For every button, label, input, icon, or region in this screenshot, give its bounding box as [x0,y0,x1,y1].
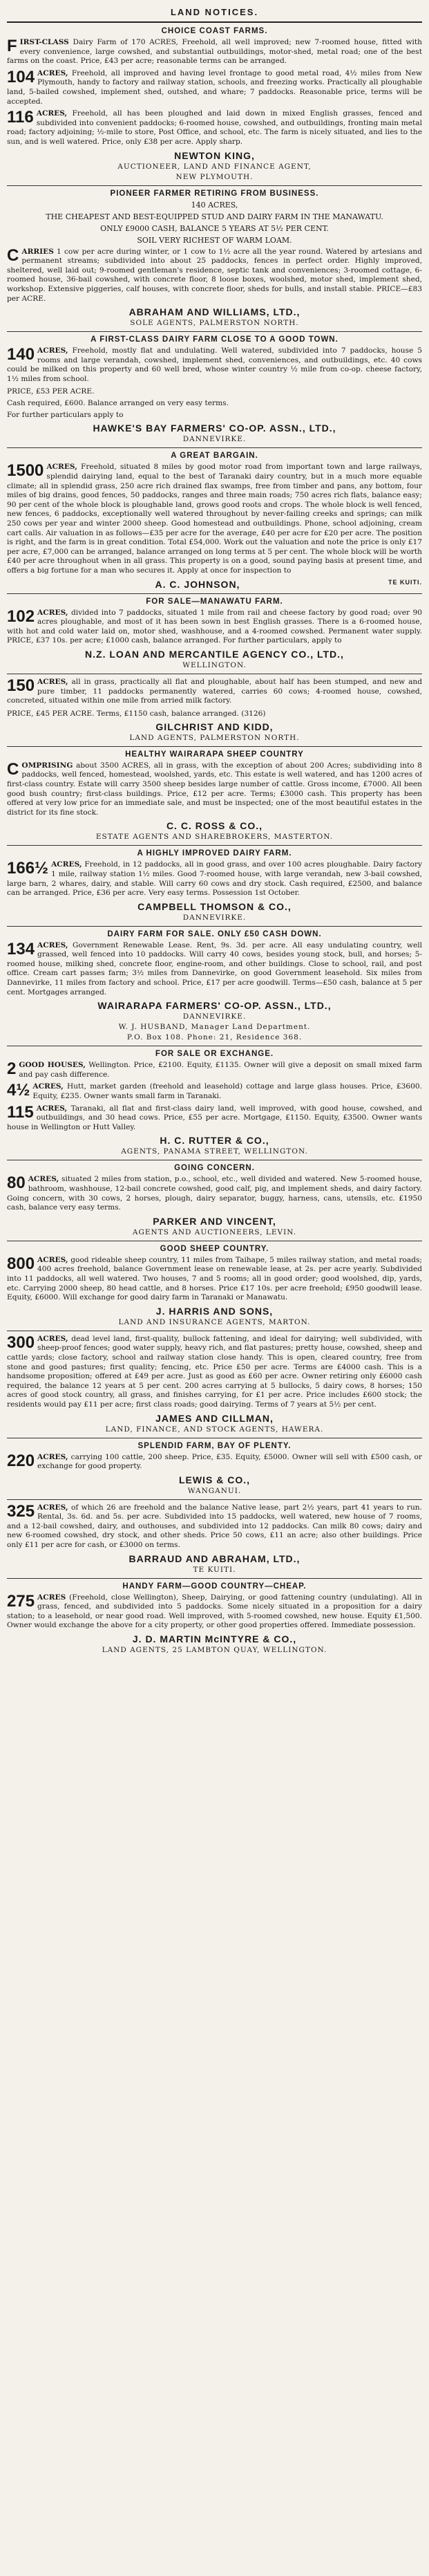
listing-text: good rideable sheep country, 11 miles from Taihape, 5 miles railway station, and metal roads; 400 acres freehold, balance Government lease on renewable lease, at 2s. per acre yearly. Subdivided into 11 paddocks, all well watered. Two houses, 7 and 5 rooms; all in good order; good woolshed, dip, yards, etc. Carrying 2000 sheep, 80 head cattle, and 8 horses. Price £17 10s. per acre freehold; £950 goodwill lease. Equity, £6000. Will exchange for good dairy farm in Taranaki or Manawatu. [7,1255,422,1302]
agent-name [7,901,422,912]
agent-detail: DANNEVIRKE. [182,435,247,444]
agent-name-text: HAWKE'S BAY FARMERS' CO-OP. ASSN., LTD., [93,423,336,434]
listing-number: C [7,245,19,265]
agent-location: TE KUITI. [388,578,422,586]
agent-name [7,1413,422,1424]
agent-name-text: BARRAUD AND ABRAHAM, LTD., [128,1553,301,1564]
listing-lead: OMPRISING [21,761,73,770]
advertisement [7,1503,422,1575]
agent-name-text: C. C. ROSS & CO., [166,820,263,832]
agent-name-text: PARKER AND VINCENT, [153,1215,276,1227]
listing-lead: ARRIES [21,247,54,256]
ad-title: GOING CONCERN. [174,1164,255,1173]
listing-text: dead level land, first-quality, bullock fattening, and ideal for dairying; well subdivided, with sheep-proof fences; good water supply, heavy rich, and flat pastures; pretty house, cowshed, sheep and cattle yards; close factory, school and railway station close handy. This is open, cleared country, free from stone and good pastures; first quality; fencing, etc. Price £50 per acre. Terms are £4000 cash. This is a handsome proposition; offered at £49 per acre. Just as good as £60 per acre. Owner retiring only £6000 cash required, the balance 12 years at 5 per cent. 200 acres carrying at 5 bullocks, 5 dairy cows, 8 horses; 150 acres of good stock country, all grass, and finishes carrying, for £1 per acre. Price includes £600 stock; the residents would pay £11 per acre; first class roads; good dairying. Terms of 7 years at 5½ per cent. [7,1334,422,1409]
ad-subheading: THE CHEAPEST AND BEST-EQUIPPED STUD AND DAIRY FARM IN THE MANAWATU. [46,212,383,221]
listing-lead: ACRES, [37,68,68,77]
advertisement [7,1335,422,1434]
agent-name-text: CAMPBELL THOMSON & CO., [137,900,292,912]
listing-lead: ACRES, [37,1334,68,1343]
agent-name [7,1135,422,1146]
agent-name [7,579,422,590]
listing-lead: ACRES, [37,346,68,355]
agent-detail: LAND AGENTS, 25 LAMBTON QUAY, WELLINGTON. [102,1646,327,1655]
listing-number: 104 [7,67,35,86]
ad-title: HANDY FARM—GOOD COUNTRY—CHEAP. [122,1582,307,1591]
listing-entry [7,1175,422,1212]
agent-detail: NEW PLYMOUTH. [175,172,254,181]
listing-text: Freehold, all has been ploughed and laid down in mixed English grasses, fenced and subdivided into convenient paddocks; 6-roomed house, cowshed, and outbuildings, fronting main metal road; factory adjoining; ½-mile to store, Post Office, and school, etc. The farm is nicely situated, and lies to the sun, and is well watered. Price, only £38 per acre. Apply sharp. [7,109,422,146]
agent-name [7,1633,422,1644]
listing-text: Wellington. Price, £2100. Equity, £1135. Owner will give a deposit on small mixed farm and pay cash difference. [19,1061,422,1079]
listing-text: Taranaki, all flat and first-class dairy land, well improved, with good house, cowshed, and outbuildings, and 30 head cows. Price, £55 per acre. Mortgage, £1150. Equity, £3500. Owner wants house in Wellington or Hutt Valley. [7,1104,422,1131]
ad-divider [7,331,422,332]
listing-lead: GOOD HOUSES, [19,1061,86,1070]
ad-title: DAIRY FARM FOR SALE. ONLY £50 CASH DOWN. [107,929,322,938]
ad-title: CHOICE COAST FARMS. [161,27,268,35]
agent-detail: P.O. Box 108. Phone: 21, Residence 368. [126,1033,303,1042]
agent-name-text: NEWTON KING, [174,149,255,161]
agent-detail: ESTATE AGENTS AND SHAREBROKERS, MASTERTON. [95,833,334,842]
listing-number: 116 [7,108,34,127]
listing-entry [7,346,422,384]
ad-title: GOOD SHEEP COUNTRY. [160,1244,269,1253]
listing-number: 166½ [7,859,49,878]
listing-number: F [7,37,17,55]
listing-number: 102 [7,606,35,626]
ad-divider [7,1499,422,1500]
ad-divider [7,1578,422,1579]
listing-text: Dairy Farm of 170 ACRES, Freehold, all well improved; new 7-roomed house, fitted with every convenience, large cowshed, and substantial outbuildings, motor-shed, metal road; one of the best farms on the coast. Price, £43 per acre; reasonable terms can be arranged. [7,38,422,66]
agent-detail: LAND AGENTS, PALMERSTON NORTH. [129,733,300,742]
listing-entry [7,1082,422,1101]
agent-name [7,1000,422,1011]
agent-detail: AGENTS AND AUCTIONEERS, LEVIN. [132,1227,297,1236]
listing-number: 80 [7,1174,26,1193]
listing-lead: ACRES, [37,1255,68,1264]
listing-lead: ACRES, [37,940,68,949]
agent-detail: WELLINGTON. [182,660,247,669]
listing-entry [7,245,422,304]
advertisement [7,678,422,743]
listing-lead: ACRES, [51,860,82,869]
agent-detail: AUCTIONEER, LAND AND FINANCE AGENT, [117,162,312,171]
agent-name [7,1474,422,1485]
listing-number: 134 [7,939,35,958]
ad-line: PRICE, £45 PER ACRE. Terms, £1150 cash, balance arranged. (3126) [7,709,266,718]
listing-entry [7,606,422,646]
advertisement [7,452,422,589]
listing-text: Freehold, in 12 paddocks, all in good grass, and over 100 acres ploughable. Dairy factory 1 mile, railway station 1½ miles. Good 7-roomed house, with large verandah, new 3-bail cowshed, large barn, 2 whares, dairy, and stable. Will carry 60 cows and dry stock. Cash required, £2500, and balance can be arranged. Price, £36 per acre. Very easy terms. Possession 1st October. [7,860,422,898]
ad-subheading: SOIL VERY RICHEST OF WARM LOAM. [137,235,292,245]
ad-subheading: 140 ACRES, [191,200,238,210]
ad-title: HEALTHY WAIRARAPA SHEEP COUNTRY [125,750,304,759]
listing-lead: ACRES, [36,109,68,118]
header-rule [7,21,422,23]
listing-text: Freehold, situated 8 miles by good motor road from important town and large railways, splendid dairying land, equal to the best of Taranaki dairy country, but in a much more equable climate; all in splendid grass, 250 acre rich drained flax swamps, free from timber and pans, any bottom, four miles of big drains, good fences, 50 paddocks, ranges and three main roads; 750 acres rich flats, balance easy; 90 per cent of the whole block is ploughable land, grows good roots and crops. The whole block is well fenced, new fences, 6 paddocks, exceptionally well watered throughout by never-failing creeks and springs; can milk 250 cows per year and winter 2000 sheep. Good homestead and outbuildings. Phone, school adjoining, cream cart calls. Air valuation in as follows—£35 per acre for the average, £40 per acre for £20 per acre. The position is right, and the farm is in great condition. Total £54,000. Work out the valuation and note the price is only £17 per acre, £7,000 can be arranged, balance arranged on long terms at 5 per cent. The whole block will be worth £40 per acre throughout when in all grass. This property is on a good, sound paying basis at present time, and offers a big fortune for a man who secures it. Apply at once for inspection to [7,463,422,575]
listing-text: 1 cow per acre during winter, or 1 cow to 1½ acre all the year round. Watered by artesians and permanent streams; subdivided into about 25 paddocks, fences in perfect order. Highly improved, sheltered, well laid out; 9-roomed gentleman's residence, septic tank and conveniences; 3-roomed cottage, 6-roomed house, 36-bail cowshed, with concrete floor, 8 loose boxes, woolshed, motor shed, implement shed, workshop. Extensive piggeries, calf houses, with concrete floor, sheds for bulls, and install stable. PRICE—£83 per ACRE. [7,247,422,303]
listing-text: Hutt, market garden (freehold and leasehold) cottage and large glass houses. Price, £3600. Equity, £235. Owner wants small farm in Taranaki. [32,1082,422,1101]
ad-title: A GREAT BARGAIN. [171,452,258,461]
agent-name [7,150,422,161]
advertisement [7,335,422,444]
advertisement [7,1245,422,1327]
agent-name [7,649,422,660]
listing-entry [7,860,422,898]
listing-number: 4½ [7,1081,30,1100]
agent-name-text: JAMES AND CILLMAN, [155,1412,274,1424]
ad-divider [7,185,422,186]
listing-entry [7,463,422,575]
advertisements [7,27,422,1655]
listing-text: carrying 100 cattle, 200 sheep. Price, £35. Equity, £5000. Owner will sell with £500 cash, or exchange for good property. [37,1452,422,1471]
agent-name-text: WAIRARAPA FARMERS' CO-OP. ASSN., LTD., [97,1000,332,1012]
agent-name-text: H. C. RUTTER & CO., [160,1135,269,1147]
agent-name-text: A. C. JOHNSON, [155,578,240,590]
agent-detail: TE KUITI. [193,1565,236,1574]
listing-number: 2 [7,1059,17,1079]
listing-entry [7,1335,422,1410]
listing-text: Government Renewable Lease. Rent, 9s. 3d. per acre. All easy undulating country, well grassed, well fenced into 10 paddocks. Will carry 40 cows, besides young stock, bull, and horses; 5-roomed house, milking shed, concrete floor, engine-room, and other buildings. Close to school, rail, and post office. Cream cart passes farm; 3½ miles from Dannevirke, on good Government leasehold. Six miles from Dannevirke, 11 miles from factory and school. Price, £17 per acre goodwill. Terms—£50 cash, balance at 5 per cent. Mortgages arranged. [7,940,422,997]
agent-detail: WANGANUI. [187,1486,242,1495]
listing-text: divided into 7 paddocks, situated 1 mile from rail and cheese factory by good road; over 90 acres ploughable, and most of it has been sown in best English grasses. There is a 6-roomed house, with hot and cold water laid on, motor shed, washhouse, and a 4-roomed cowshed. Permanent water supply. PRICE, £37 10s. per acre; £1000 cash, balance arranged. For further particulars, apply to [7,608,422,645]
listing-text: all in grass, practically all flat and ploughable, about half has been stumped, and new and pure timber, 11 paddocks permanently watered, carries 60 cows; 4-roomed house, cowshed, concreted, situated within one mile from arried milk factory. [7,677,422,705]
listing-entry [7,941,422,998]
ad-divider [7,746,422,747]
listing-entry [7,1593,422,1631]
listing-number: 220 [7,1451,35,1470]
ad-line: For further particulars apply to [7,411,124,420]
agent-detail: W. J. HUSBAND, Manager Land Department. [118,1023,311,1032]
newspaper-page [7,7,422,2562]
agent-name [7,306,422,317]
ad-title: FOR SALE—MANAWATU FARM. [146,597,283,606]
listing-entry [7,109,422,147]
ad-divider [7,845,422,846]
agent-name [7,423,422,434]
listing-number: 275 [7,1591,35,1611]
listing-entry [7,1104,422,1133]
advertisement [7,849,422,922]
listing-entry [7,1503,422,1550]
listing-entry [7,761,422,818]
listing-entry [7,1061,422,1079]
listing-lead: ACRES [37,1593,66,1602]
agent-name-text: J. HARRIS AND SONS, [155,1305,274,1317]
agent-detail: AGENTS, PANAMA STREET, WELLINGTON. [121,1147,308,1156]
listing-lead: ACRES, [36,1104,68,1113]
agent-name-text: N.Z. LOAN AND MERCANTILE AGENCY CO., LTD., [85,648,344,660]
agent-detail: DANNEVIRKE. [182,1012,247,1021]
listing-lead: ACRES, [32,1082,64,1091]
agent-name [7,721,422,732]
listing-entry [7,38,422,66]
listing-lead: ACRES, [37,1452,68,1461]
listing-number: 115 [7,1102,34,1122]
listing-number: 800 [7,1254,35,1273]
listing-number: 1500 [7,461,44,481]
listing-lead: ACRES, [37,608,68,617]
agent-name-text: LEWIS & CO., [179,1474,250,1485]
listing-number: 140 [7,345,35,364]
listing-number: 300 [7,1333,35,1352]
ad-title: SPLENDID FARM, BAY OF PLENTY. [137,1441,292,1450]
advertisement [7,930,422,1043]
listing-lead: ACRES, [37,677,68,686]
agent-name [7,1216,422,1227]
ad-title: A HIGHLY IMPROVED DAIRY FARM. [137,849,292,858]
advertisement [7,189,422,328]
ad-title: PIONEER FARMER RETIRING FROM BUSINESS. [110,189,319,198]
advertisement [7,1050,422,1156]
listing-text: (Freehold, close Wellington), Sheep, Dairying, or good fattening country (undulating). All in grass, fenced, and subdivided into 5 paddocks. Some nicely situated in a proposition for a dairy station; to a leasehold, or near good road. Well improved, with 5-roomed cowshed, new house. Equity £1,500. Owner would exchange the above for a city property, or other good properties offered. Immediate possession. [7,1593,422,1630]
advertisement [7,27,422,182]
listing-entry [7,678,422,706]
ad-line: Cash required, £600. Balance arranged on very easy terms. [7,399,229,408]
listing-lead: ACRES, [28,1175,59,1184]
advertisement [7,1442,422,1496]
ad-divider [7,447,422,448]
page-header: LAND NOTICES. [170,7,259,17]
agent-detail: LAND, FINANCE, AND STOCK AGENTS, HAWERA. [105,1425,324,1434]
ad-divider [7,926,422,927]
advertisement [7,1164,422,1236]
agent-detail: SOLE AGENTS, PALMERSTON NORTH. [130,319,299,328]
ad-line: PRICE, £53 PER ACRE. [7,387,95,396]
listing-number: C [7,759,19,779]
listing-lead: IRST-CLASS [19,38,69,46]
listing-lead: ACRES, [46,463,77,472]
listing-text: of which 26 are freehold and the balance Native lease, part 2½ years, part 41 years to run. Rental, 3s. 6d. and 5s. per acre. Subdivided into 15 paddocks, well watered, new house of 7 rooms, and a 12-bail cowshed, dairy, and outhouses, and subdivided into 12 paddocks. Can milk 80 cows; dairy and new 6-roomed cowshed, dry stock, and other sheds. Price 50 cows, £11 an acre; also other buildings. Price only £11 per acre for cash, or £3000 on terms. [7,1503,422,1550]
agent-detail: LAND AND INSURANCE AGENTS, MARTON. [118,1317,311,1326]
listing-text: situated 2 miles from station, p.o., school, etc., well divided and watered. New 5-roomed house, bathroom, washhouse, 12-bail concrete cowshed, good calf, pig, and implement sheds, and dairy factory. Going concern, with 30 cows, 2 horses, plough, dairy separator, buggy, harness, cans, utensils, etc. £1950 cash, balance very easy terms. [7,1175,422,1212]
listing-number: 325 [7,1501,35,1521]
agent-name [7,820,422,831]
advertisement [7,750,422,842]
agent-name-text: J. D. MARTIN McINTYRE & CO., [132,1633,297,1645]
listing-entry [7,1453,422,1472]
listing-number: 150 [7,676,35,695]
ad-title: A FIRST-CLASS DAIRY FARM CLOSE TO A GOOD TOWN. [90,335,339,344]
agent-detail: DANNEVIRKE. [182,913,247,922]
listing-text: Freehold, all improved and having level frontage to good metal road, 4½ miles from New Plymouth, handy to factory and railway station, schools, and freezing works. Practically all ploughable land, 5-bailed cowshed, implement shed, outshed, and whare; 7 paddocks. Reasonable price, terms will be accepted. [7,68,422,106]
listing-text: about 3500 ACRES, all in grass, with the exception of about 200 Acres; subdividing into 8 paddocks, well fenced, homestead, woolshed, yards, etc. This estate is well watered, and has 1200 acres of first-class country. Estate will carry 3500 sheep besides large number of cattle. Gross income, £7000. All been good bush country; first-class buildings. Price, £12 per acre. Terms; £3000 cash. This property has been offered at very low price for an immediate sale, and must be inspected; one of the most beautiful estates in the district for its fine stock. [7,761,422,817]
advertisement [7,1582,422,1655]
listing-entry [7,1256,422,1303]
ad-title: FOR SALE OR EXCHANGE. [155,1050,274,1059]
agent-name-text: GILCHRIST AND KIDD, [155,721,274,732]
ad-subheading: ONLY £9000 CASH, BALANCE 5 YEARS AT 5½ PER CENT. [100,223,329,233]
ad-divider [7,593,422,594]
listing-lead: ACRES, [37,1503,68,1512]
listing-entry [7,69,422,106]
agent-name-text: ABRAHAM AND WILLIAMS, LTD., [128,306,301,318]
listing-text: Freehold, mostly flat and undulating. Well watered, subdivided into 7 paddocks, house 5 rooms and large verandah, cowshed, implement shed, conveniences, and outbuildings, etc. 40 cows could be milked on this property and 60 well bred, whose winter country ½ mile from co-op. cheese factory, 1½ miles from school. [7,346,422,383]
advertisement [7,597,422,670]
agent-name [7,1553,422,1564]
agent-name [7,1306,422,1317]
